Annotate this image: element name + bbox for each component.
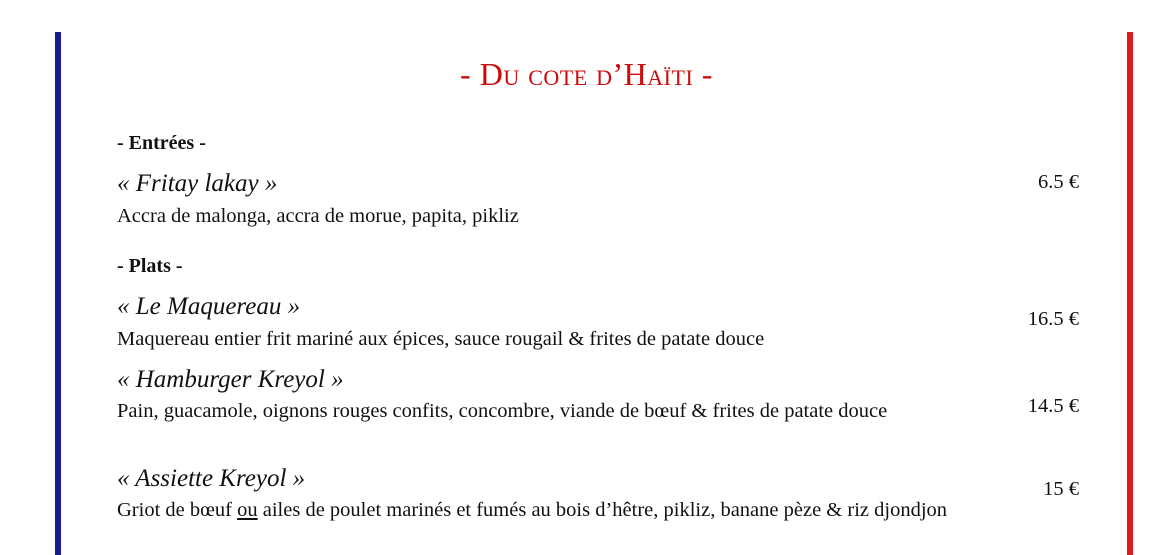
desc-part-before: Griot de bœuf [117, 499, 238, 521]
left-border-blue [55, 32, 61, 555]
item-price-assiette-kreyol: 15 € [1043, 478, 1079, 500]
section-entrees: - Entrées - [117, 132, 206, 154]
item-name-assiette-kreyol: « Assiette Kreyol » [117, 465, 306, 492]
menu-title: - Du cote d’Haïti - [460, 56, 713, 92]
item-name-le-maquereau: « Le Maquereau » [117, 293, 301, 320]
desc-part-after: ailes de poulet marinés et fumés au bois d’hêtre, pikliz, banane pèze & riz djondjon [257, 499, 948, 521]
item-desc-hamburger-kreyol: Pain, guacamole, oignons rouges confits, concombre, viande de bœuf & frites de patate douce [117, 400, 888, 422]
item-name-fritay-lakay: « Fritay lakay » [117, 170, 278, 197]
right-border-red [1127, 32, 1133, 555]
item-name-hamburger-kreyol: « Hamburger Kreyol » [117, 366, 344, 393]
item-desc-fritay-lakay: Accra de malonga, accra de morue, papita, pikliz [117, 205, 519, 227]
desc-underlined-ou: ou [237, 499, 258, 521]
item-price-le-maquereau: 16.5 € [1027, 308, 1079, 330]
item-desc-le-maquereau: Maquereau entier frit mariné aux épices, sauce rougail & frites de patate douce [117, 328, 765, 350]
section-plats: - Plats - [117, 255, 183, 277]
item-desc-assiette-kreyol [117, 496, 973, 524]
item-price-fritay-lakay: 6.5 € [1038, 171, 1079, 193]
item-price-hamburger-kreyol: 14.5 € [1027, 395, 1079, 417]
